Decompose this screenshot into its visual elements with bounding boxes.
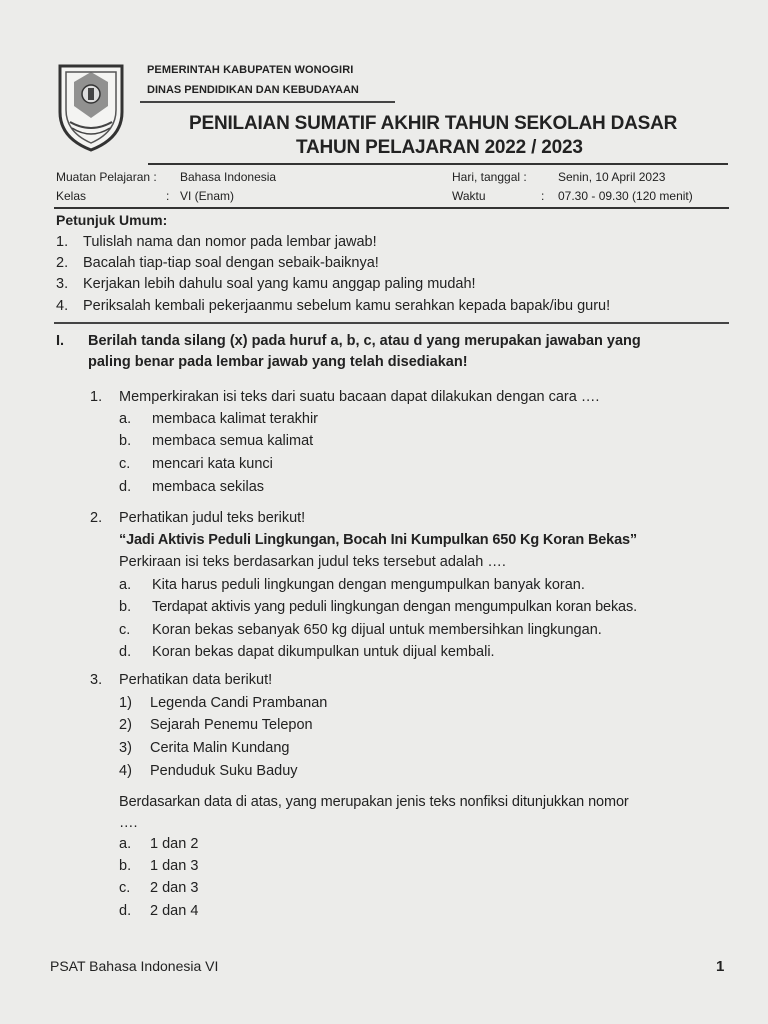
instruction-item: 4. Periksalah kembali pekerjaanmu sebelum kamu serahkan kepada bapak/ibu guru! (56, 298, 611, 314)
instruction-item: 2. Bacalah tiap-tiap soal dengan sebaik-baiknya! (56, 255, 379, 271)
time-label: Waktu (452, 189, 486, 203)
department-name: DINAS PENDIDIKAN DAN KEBUDAYAAN (147, 84, 359, 96)
article-title-quote: “Jadi Aktivis Peduli Lingkungan, Bocah Ini Kumpulkan 650 Kg Koran Bekas” (119, 532, 638, 548)
class-colon: : (166, 189, 170, 203)
data-item-number: 4) (119, 763, 132, 779)
option-text: membaca semua kalimat (152, 433, 314, 449)
question-text: Perhatikan judul teks berikut! (119, 510, 306, 526)
data-item-text: Cerita Malin Kundang (150, 740, 290, 756)
exam-title: PENILAIAN SUMATIF AKHIR TAHUN SEKOLAH DASAR (189, 113, 678, 134)
option-letter: a. (119, 577, 132, 593)
class-label: Kelas (56, 189, 87, 203)
instruction-item: 1. Tulislah nama dan nomor pada lembar jawab! (56, 234, 377, 250)
option-text: Koran bekas sebanyak 650 kg dijual untuk membersihkan lingkungan. (152, 622, 602, 638)
option-letter: c. (119, 622, 131, 638)
divider (54, 322, 729, 324)
option-letter: b. (119, 858, 132, 874)
question-text: Perhatikan data berikut! (119, 672, 273, 688)
data-item-number: 2) (119, 717, 132, 733)
data-item-number: 3) (119, 740, 132, 756)
option-text: mencari kata kunci (152, 456, 273, 472)
option-letter: b. (119, 599, 132, 615)
question-text: Memperkirakan isi teks dari suatu bacaan dapat dilakukan dengan cara …. (119, 389, 600, 405)
option-text: 2 dan 4 (150, 903, 199, 919)
option-text: 1 dan 2 (150, 836, 199, 852)
question-prompt-ellipsis: …. (119, 815, 138, 831)
page-number: 1 (716, 958, 725, 975)
option-text: 2 dan 3 (150, 880, 199, 896)
question-number: 1. (90, 389, 103, 405)
option-letter: d. (119, 644, 132, 660)
option-text: membaca kalimat terakhir (152, 411, 318, 427)
option-text: Kita harus peduli lingkungan dengan mengumpulkan banyak koran. (152, 577, 585, 593)
option-text: 1 dan 3 (150, 858, 199, 874)
option-letter: a. (119, 836, 132, 852)
date-value: Senin, 10 April 2023 (558, 170, 666, 184)
divider (54, 207, 729, 209)
class-value: VI (Enam) (180, 189, 235, 203)
option-text: Koran bekas dapat dikumpulkan untuk dijual kembali. (152, 644, 495, 660)
section-instruction-line1: Berilah tanda silang (x) pada huruf a, b, c, atau d yang merupakan jawaban yang (88, 333, 641, 349)
data-item-text: Penduduk Suku Baduy (150, 763, 298, 779)
data-item-text: Sejarah Penemu Telepon (150, 717, 313, 733)
divider (140, 101, 395, 103)
footer-label: PSAT Bahasa Indonesia VI (50, 958, 219, 974)
option-letter: d. (119, 479, 132, 495)
government-name: PEMERINTAH KABUPATEN WONOGIRI (147, 64, 354, 76)
option-letter: c. (119, 456, 131, 472)
option-text: Terdapat aktivis yang peduli lingkungan dengan mengumpulkan koran bekas. (152, 599, 637, 615)
option-text: membaca sekilas (152, 479, 265, 495)
data-item-number: 1) (119, 695, 132, 711)
section-number: I. (56, 333, 65, 349)
academic-year-title: TAHUN PELAJARAN 2022 / 2023 (296, 137, 583, 158)
section-instruction-line2: paling benar pada lembar jawab yang telah disediakan! (88, 354, 468, 370)
option-letter: a. (119, 411, 132, 427)
subject-value: Bahasa Indonesia (180, 170, 277, 184)
instructions-title: Petunjuk Umum: (56, 212, 168, 228)
question-prompt: Berdasarkan data di atas, yang merupakan jenis teks nonfiksi ditunjukkan nomor (119, 794, 629, 810)
option-letter: d. (119, 903, 132, 919)
wonogiri-emblem-logo (56, 60, 126, 152)
instruction-item: 3. Kerjakan lebih dahulu soal yang kamu anggap paling mudah! (56, 276, 476, 292)
divider (148, 163, 728, 165)
data-item-text: Legenda Candi Prambanan (150, 695, 328, 711)
time-value: 07.30 - 09.30 (120 menit) (558, 189, 693, 203)
date-label: Hari, tanggal : (452, 170, 527, 184)
option-letter: c. (119, 880, 131, 896)
question-number: 2. (90, 510, 103, 526)
question-prompt: Perkiraan isi teks berdasarkan judul teks tersebut adalah …. (119, 554, 506, 570)
question-number: 3. (90, 672, 103, 688)
option-letter: b. (119, 433, 132, 449)
time-colon: : (541, 189, 545, 203)
subject-label: Muatan Pelajaran : (56, 170, 157, 184)
